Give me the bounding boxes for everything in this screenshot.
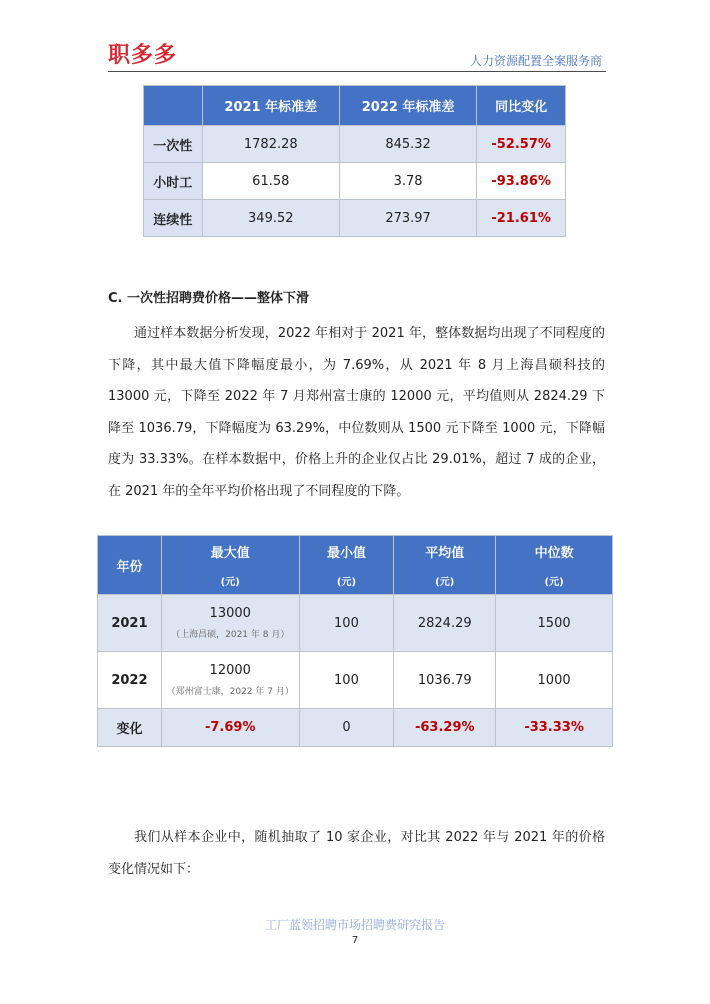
- table-row: [144, 126, 566, 163]
- header-max-unit: (元): [220, 577, 240, 588]
- cell-change: -52.57%: [477, 126, 566, 163]
- cell-avg: 1036.79: [394, 652, 496, 709]
- cell-year: 2021: [98, 595, 162, 652]
- header-max: [161, 536, 299, 595]
- cell-max-value: 12000: [209, 663, 251, 678]
- cell-2022: 3.78: [339, 163, 476, 200]
- section-title: C. 一次性招聘费价格——整体下滑: [108, 291, 310, 306]
- cell-max-note: （郑州富士康，2022 年 7 月）: [166, 687, 294, 697]
- header-max-label: 最大值: [210, 546, 250, 561]
- cell-2022: 273.97: [339, 200, 476, 237]
- row-label: 连续性: [144, 200, 203, 237]
- page-number: 7: [351, 935, 359, 946]
- cell-change-median: -33.33%: [496, 709, 613, 747]
- std-dev-table: [143, 85, 566, 237]
- cell-min: 100: [299, 652, 394, 709]
- cell-change-label: 变化: [98, 709, 162, 747]
- cell-change: -21.61%: [477, 200, 566, 237]
- paragraph-sample: 我们从样本企业中，随机抽取了 10 家企业，对比其 2022 年与 2021 年的价格变化情况如下：: [108, 830, 605, 877]
- header-min-label: 最小值: [326, 546, 366, 561]
- header-year: 年份: [98, 536, 162, 595]
- cell-median: 1000: [496, 652, 613, 709]
- paragraph-analysis: 通过样本数据分析发现，2022 年相对于 2021 年，整体数据均出现了不同程度的下降，其中最大值下降幅度最小，为 7.69%，从 2021 年 8 月上海昌硕科技的 13000 元，下降至 2022 年 7 月郑州富士康的 12000 元，平均值则从 2824.29 下降至 1036.79，下降幅度为 63.29%，中位数则从 1500 元下降至 1000 元，下降幅度为 33.33%。在样本数据中，价格上升的企业仅占比 29.01%，超过 7 成的企业，在 2021 年的全年平均价格出现了不同程度的下降。: [108, 326, 605, 499]
- cell-year: 2022: [98, 652, 162, 709]
- cell-2021: 349.52: [202, 200, 339, 237]
- header-median-label: 中位数: [534, 546, 574, 561]
- header-median: [496, 536, 613, 595]
- header-avg-unit: (元): [435, 577, 455, 588]
- header-avg-label: 平均值: [425, 546, 465, 561]
- footer-title: 工厂蓝领招聘市场招聘费研究报告: [264, 918, 445, 932]
- row-label: 小时工: [144, 163, 203, 200]
- header-cell-2021: 2021 年标准差: [202, 86, 339, 126]
- table-row: [98, 595, 613, 652]
- cell-change-min: 0: [299, 709, 394, 747]
- logo: 职多多: [108, 43, 178, 68]
- header-min: [299, 536, 394, 595]
- header-median-unit: (元): [544, 577, 564, 588]
- cell-max: [161, 652, 299, 709]
- table-header-row: [98, 536, 613, 595]
- header-cell-2022: 2022 年标准差: [339, 86, 476, 126]
- header-cell-change: 同比变化: [477, 86, 566, 126]
- header-divider: [108, 71, 606, 72]
- cell-median: 1500: [496, 595, 613, 652]
- cell-2022: 845.32: [339, 126, 476, 163]
- cell-change: -93.86%: [477, 163, 566, 200]
- table-header-row: [144, 86, 566, 126]
- cell-change-max: -7.69%: [161, 709, 299, 747]
- table-row-change: [98, 709, 613, 747]
- cell-2021: 61.58: [202, 163, 339, 200]
- cell-min: 100: [299, 595, 394, 652]
- cell-max-note: （上海昌硕，2021 年 8 月）: [171, 630, 290, 640]
- header-min-unit: (元): [336, 577, 357, 588]
- header-tagline: 人力资源配置全案服务商: [469, 54, 602, 68]
- cell-change-avg: -63.29%: [394, 709, 496, 747]
- cell-max-value: 13000: [209, 606, 251, 621]
- table-row: [98, 652, 613, 709]
- cell-avg: 2824.29: [394, 595, 496, 652]
- cell-2021: 1782.28: [202, 126, 339, 163]
- header-avg: [394, 536, 496, 595]
- price-stats-table: [97, 535, 613, 747]
- table-row: [144, 163, 566, 200]
- table-row: [144, 200, 566, 237]
- row-label: 一次性: [144, 126, 203, 163]
- header-cell-empty: [144, 86, 203, 126]
- cell-max: [161, 595, 299, 652]
